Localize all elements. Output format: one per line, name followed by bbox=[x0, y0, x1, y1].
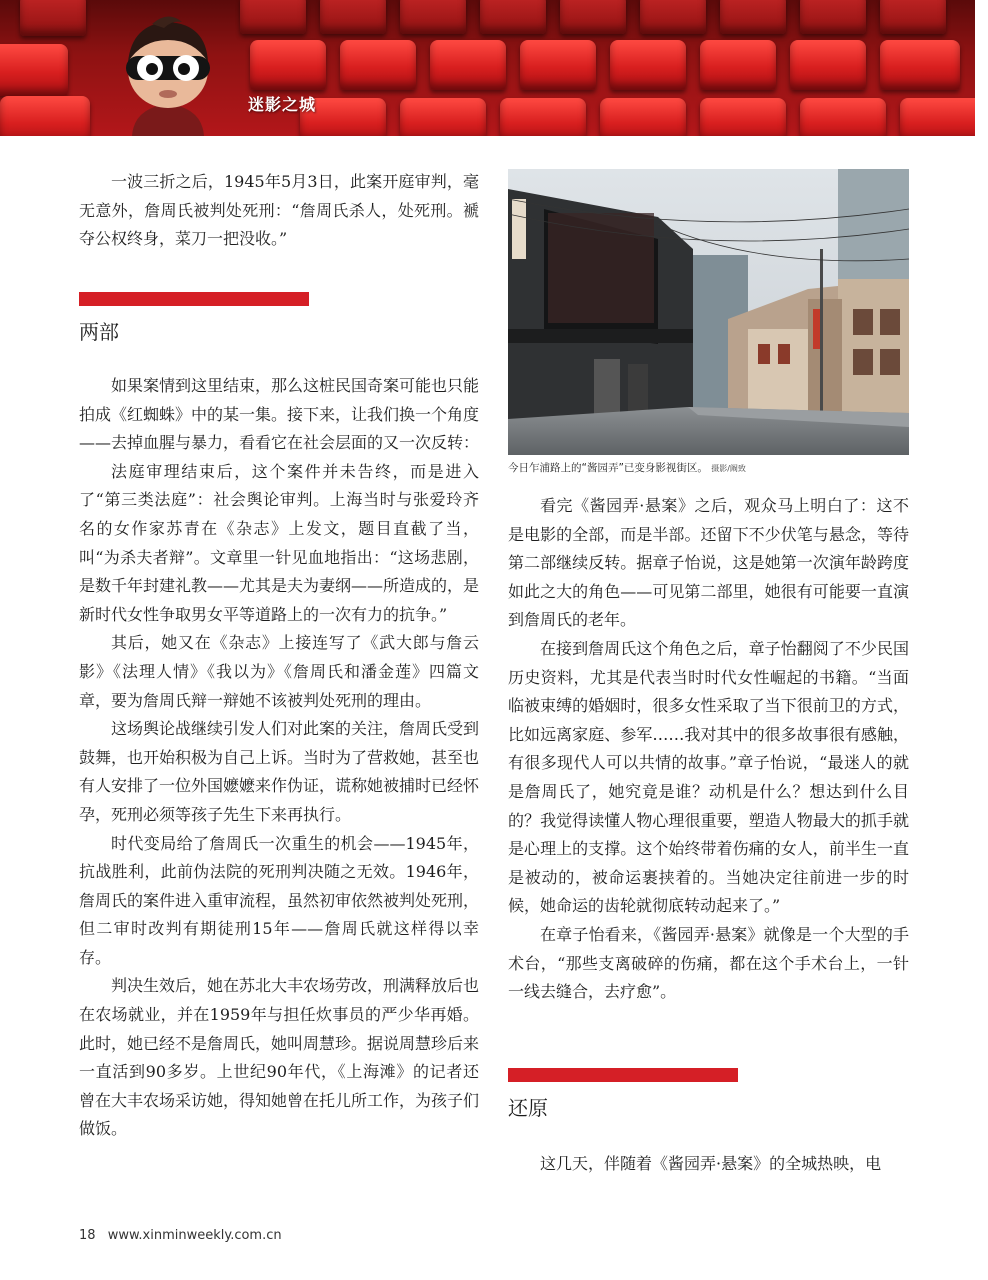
header-banner bbox=[0, 0, 975, 136]
section-heading: 两部 bbox=[79, 320, 119, 344]
street-scene-image bbox=[508, 169, 909, 455]
page-number: 18 bbox=[79, 1228, 96, 1243]
paragraph: 这场舆论战继续引发人们对此案的关注，詹周氏受到鼓舞，也开始积极为自己上诉。当时为了营救她，甚至也有人安排了一位外国嬷嬷来作伪证，谎称她被捕时已经怀孕，死刑必须等孩子先生下来再执行。 bbox=[79, 719, 480, 824]
paragraph: 在章子怡看来，《酱园弄·悬案》就像是一个大型的手术台，“那些支离破碎的伤痛，都在这个手术台上，一针一线去缝合，去疗愈”。 bbox=[508, 924, 909, 1002]
caption-text: 今日乍浦路上的“酱园弄”已变身影视街区。 bbox=[508, 462, 708, 474]
website-link[interactable]: www.xinminweekly.com.cn bbox=[107, 1228, 282, 1243]
section-divider-bar bbox=[79, 292, 309, 306]
page-footer bbox=[79, 1228, 282, 1243]
paragraph: 看完《酱园弄·悬案》之后，观众马上明白了：这不是电影的全部，而是半部。还留下不少伏笔与悬念，等待第二部继续反转。据章子怡说，这是她第一次演年龄跨度如此之大的角色——可见第二部里，她很有可能要一直演到詹周氏的老年。 bbox=[508, 496, 909, 630]
left-body bbox=[79, 372, 479, 1144]
section-heading: 还原 bbox=[508, 1096, 548, 1120]
paragraph: 法庭审理结束后，这个案件并未告终，而是进入了“第三类法庭”：社会舆论审判。上海当时与张爱玲齐名的女作家苏青在《杂志》上发文，题目直截了当，叫“为杀夫者辩”。文章里一针见血地指出：“这场悲剧，是数千年封建礼教——尤其是夫为妻纲——所造成的，是新时代女性争取男女平等道路上的一次有力的抗争。” bbox=[79, 461, 480, 624]
paragraph: 在接到詹周氏这个角色之后，章子怡翻阅了不少民国历史资料，尤其是代表当时时代女性崛起的书籍。“当面临被束缚的婚姻时，很多女性采取了当下很前卫的方式，比如远离家庭、参军……我对其中的很多故事很有感触，有很多现代人可以共情的故事。”章子怡说，“最迷人的就是詹周氏了，她究竟是谁？动机是什么？想达到什么目的？我觉得读懂人物心理很重要，塑造人物最大的抓手就是心理上的支撑。这个始终带着伤痛的女人，前半生一直是被动的，被命运裹挟着的。当她决定往前进一步的时候，她命运的齿轮就彻底转动起来了。” bbox=[508, 638, 909, 916]
paragraph: 其后，她又在《杂志》上接连写了《武大郎与詹云影》《法理人情》《我以为》《詹周氏和潘金莲》四篇文章，要为詹周氏辩一辩她不该被判处死刑的理由。 bbox=[79, 633, 479, 710]
paragraph: 时代变局给了詹周氏一次重生的机会——1945年，抗战胜利，此前伪法院的死刑判决随之无效。1946年，詹周氏的案件进入重审流程，虽然初审依然被判处死刑，但二审时改判有期徒刑15年——詹周氏就这样得以幸存。 bbox=[79, 833, 480, 967]
left-intro bbox=[79, 168, 479, 254]
paragraph: 这几天，伴随着《酱园弄·悬案》的全城热映，电 bbox=[540, 1154, 882, 1173]
photo-caption bbox=[508, 460, 746, 475]
paragraph: 如果案情到这里结束，那么这桩民国奇案可能也只能拍成《红蜘蛛》中的某一集。接下来，让我们换一个角度——去掉血腥与暴力，看看它在社会层面的又一次反转： bbox=[79, 376, 480, 453]
section-title: 迷影之城 bbox=[248, 95, 317, 114]
paragraph: 判决生效后，她在苏北大丰农场劳改，刑满释放后也在农场就业，并在1959年与担任炊事员的严少华再婚。此时，她已经不是詹周氏，她叫周慧珍。据说周慧珍后来一直活到90多岁。上世纪90年代，《上海滩》的记者还曾在大丰农场采访她，得知她曾在托儿所工作，为孩子们做饭。 bbox=[79, 976, 480, 1139]
cartoon-kid-with-goggles-icon bbox=[112, 10, 224, 136]
street-photo bbox=[508, 169, 909, 455]
right-body bbox=[508, 492, 909, 1007]
paragraph: 一波三折之后，1945年5月3日，此案开庭审判，毫无意外，詹周氏被判处死刑：“詹周氏杀人，处死刑。褫夺公权终身，菜刀一把没收。” bbox=[79, 172, 479, 249]
photo-credit: 摄影/阚致 bbox=[711, 464, 746, 473]
section-divider-bar bbox=[508, 1068, 738, 1082]
right-tail bbox=[508, 1150, 909, 1179]
